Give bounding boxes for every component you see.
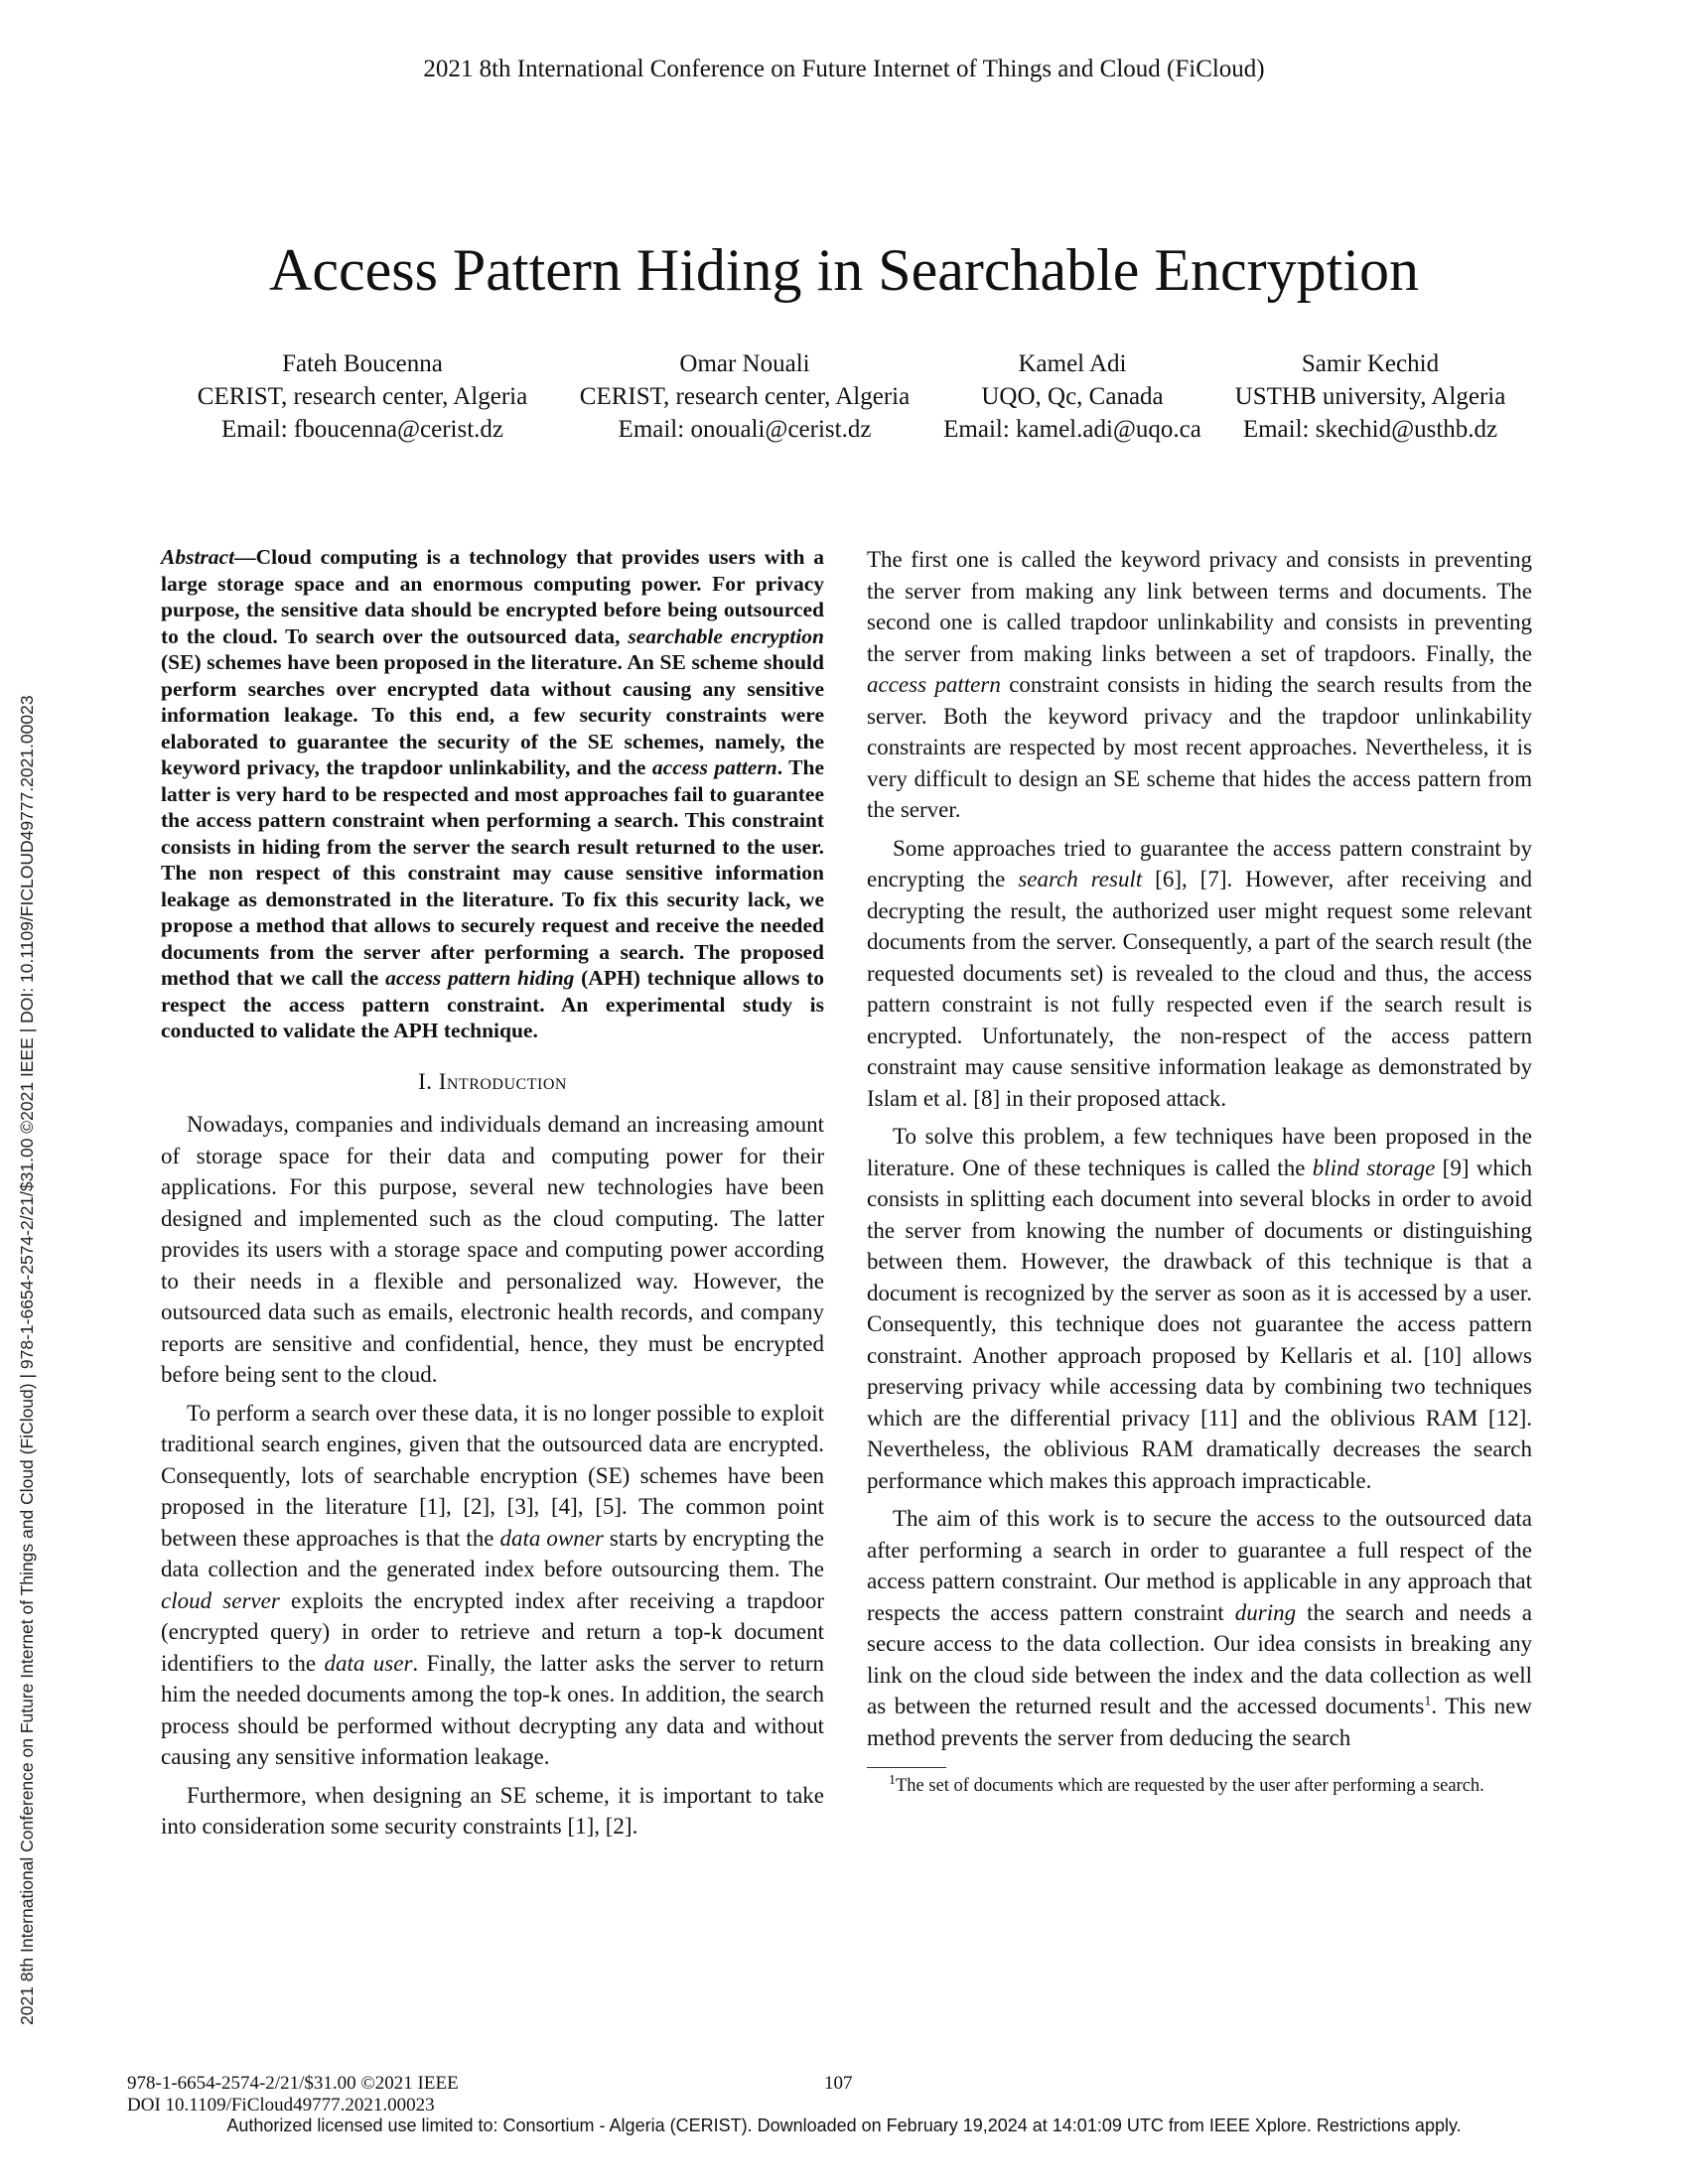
author-name: Kamel Adi (1018, 350, 1127, 377)
isbn-line: 978-1-6654-2574-2/21/$31.00 ©2021 IEEE (127, 2073, 459, 2094)
author-affiliation: UQO, Qc, Canada (981, 383, 1164, 410)
footnote-divider (867, 1767, 946, 1768)
body-paragraph: To solve this problem, a few techniques have been proposed in the literature. One of these techniques is called the blind storage [9] which consists in splitting each document into several blocks in order to avoid the server from knowing the number of documents or distinguishing between them. However, the drawback of this technique is that a document is recognized by the server as soon as it is accessed by a user. Consequently, this technique does not guarantee the access pattern constraint. Another approach proposed by Kellaris et al. [10] allows preserving privacy while accessing data by combining two techniques which are the differential privacy [11] and the oblivious RAM [12]. Nevertheless, the oblivious RAM dramatically decreases the search performance which makes this approach impracticable. (867, 1124, 1533, 1493)
abstract-emphasis: access pattern hiding (385, 966, 575, 990)
abstract-text: . The latter is very hard to be respected and most approaches fail to guarantee the access pattern constraint when performing a search. This constraint consists in hiding from the server the search result returned to the user. The non respect of this constraint may cause sensitive information leakage as demonstrated in the literature. To fix this security lack, we propose a method that allows to securely request and receive the needed documents from the server after performing a search. The proposed method that we call the (161, 755, 824, 990)
author-block (928, 347, 1216, 446)
body-paragraph: Some approaches tried to guarantee the access pattern constraint by encrypting the search result [6], [7]. However, after receiving and decrypting the result, the authorized user might request some relevant documents from the server. Consequently, a part of the search result (the requested documents set) is revealed to the cloud and thus, the access pattern constraint is not fully respected even if the search result is encrypted. Unfortunately, the non-respect of the access pattern constraint may cause sensitive information leakage as demonstrated by Islam et al. [8] in their proposed attack. (867, 835, 1532, 1111)
author-email: Email: skechid@usthb.dz (1242, 416, 1498, 443)
abstract-text: —Cloud computing is a technology that provides users with a large storage space and an enormous computing power. For privacy purpose, the sensitive data should be encrypted before being outsourced to the cloud. To search over the outsourced data, (161, 545, 824, 648)
abstract-text: (SE) schemes have been proposed in the literature. An SE scheme should perform searches over encrypted data without causing any sensitive information leakage. To this end, a few security constraints were elaborated to guarantee the security of the SE schemes, namely, the keyword privacy, the trapdoor unlinkability, and the (161, 650, 824, 779)
author-affiliation: CERIST, research center, Algeria (579, 383, 911, 410)
footer-identifiers (127, 2073, 459, 2116)
body-paragraph: The aim of this work is to secure the access to the outsourced data after performing a search in order to guarantee a full respect of the access pattern constraint. Our method is applicable in any approach that respects the access pattern constraint during the search and needs a secure access to the data collection. Our idea consists in breaking any link on the cloud side between the index and the data collection as well as between the returned result and the accessed documents$^1$. This new method prevents the server from deducing the search (867, 1506, 1532, 1750)
license-notice: Authorized licensed use limited to: Consortium - Algeria (CERIST). Downloaded on February 19,2024 at 14:01:09 UTC from IEEE Xplore. Restrictions apply. (226, 2116, 1462, 2135)
footnote-marker: 1 (1424, 1694, 1432, 1709)
author-block (556, 347, 933, 446)
emphasis: cloud server (161, 1587, 280, 1613)
abstract-emphasis: access pattern (651, 755, 777, 779)
body-paragraph: Nowadays, companies and individuals demand an increasing amount of storage space for their data and computing power for their applications. For this purpose, several new technologies have been designed and implemented such as the cloud computing. The latter provides its users with a storage space and computing power according to their needs in a flexible and personalized way. However, the outsourced data such as emails, electronic health records, and company reports are sensitive and confidential, hence, they must be encrypted before being sent to the cloud. (161, 1112, 824, 1387)
author-name: Omar Nouali (679, 350, 810, 377)
body-paragraph: Furthermore, when designing an SE scheme, it is important to take into consideration some security constraints [1], [2]. (161, 1782, 824, 1839)
author-email: Email: fboucenna@cerist.dz (220, 416, 504, 443)
page-number: 107 (824, 2073, 853, 2094)
author-block (174, 347, 551, 446)
emphasis: during (1234, 1599, 1297, 1625)
paper-title: Access Pattern Hiding in Searchable Encryption (269, 237, 1419, 303)
body-paragraph: The first one is called the keyword privacy and consists in preventing the server from making any link between terms and documents. The second one is called trapdoor unlinkability and consists in preventing the server from making links between a set of trapdoors. Finally, the access pattern constraint consists in hiding the search results from the server. Both the keyword privacy and the trapdoor unlinkability constraints are respected by most recent approaches. Nevertheless, it is very difficult to design an SE scheme that hides the access pattern from the server. (867, 547, 1533, 822)
conference-header: 2021 8th International Conference on Future Internet of Things and Cloud (FiCloud) (423, 56, 1265, 82)
author-block (1221, 347, 1519, 446)
doi-line: DOI 10.1109/FiCloud49777.2021.00023 (127, 2095, 435, 2116)
footnote-mark: 1 (889, 1772, 896, 1788)
section-heading: I. Introduction (418, 1068, 567, 1094)
abstract-text: (APH) technique allows to respect the access pattern constraint. An experimental study is conducted to validate the APH technique. (161, 966, 824, 1042)
left-column (161, 544, 824, 1849)
author-affiliation: USTHB university, Algeria (1234, 383, 1506, 410)
emphasis: blind storage (1312, 1155, 1436, 1180)
author-email: Email: kamel.adi@uqo.ca (943, 416, 1201, 443)
emphasis: search result (1018, 867, 1143, 891)
side-citation-strip: 2021 8th International Conference on Future Internet of Things and Cloud (FiCloud) | 978-1-6654-2574-2/21/$31.00 ©2021 IEEE | DOI: 10.1109/FICLOUD49777.2021.00023 (17, 695, 37, 2025)
footnote: $^1$The set of documents which are requested by the user after performing a search. (889, 1772, 1484, 1796)
author-name: Samir Kechid (1301, 350, 1440, 377)
right-column (867, 544, 1532, 1798)
body-paragraph: To perform a search over these data, it is no longer possible to exploit traditional search engines, given that the outsourced data are encrypted. Consequently, lots of searchable encryption (SE) schemes have been proposed in the literature [1], [2], [3], [4], [5]. The common point between these approaches is that the data owner starts by encrypting the data collection and the generated index before outsourcing them. The cloud server exploits the encrypted index after receiving a trapdoor (encrypted query) in order to retrieve and return a top-k document identifiers to the data user. Finally, the latter asks the server to return him the needed documents among the top-k ones. In addition, the search process should be performed without decrypting any data and without causing any sensitive information leakage. (161, 1400, 824, 1769)
emphasis: data owner (499, 1525, 604, 1551)
author-email: Email: onouali@cerist.dz (618, 416, 872, 443)
abstract-label: Abstract (161, 545, 235, 569)
emphasis: data user (324, 1650, 413, 1676)
author-affiliation: CERIST, research center, Algeria (197, 383, 528, 410)
author-name: Fateh Boucenna (282, 350, 443, 377)
emphasis: access pattern (867, 672, 1001, 697)
abstract (161, 544, 824, 1044)
abstract-emphasis: searchable encryption (628, 623, 825, 648)
